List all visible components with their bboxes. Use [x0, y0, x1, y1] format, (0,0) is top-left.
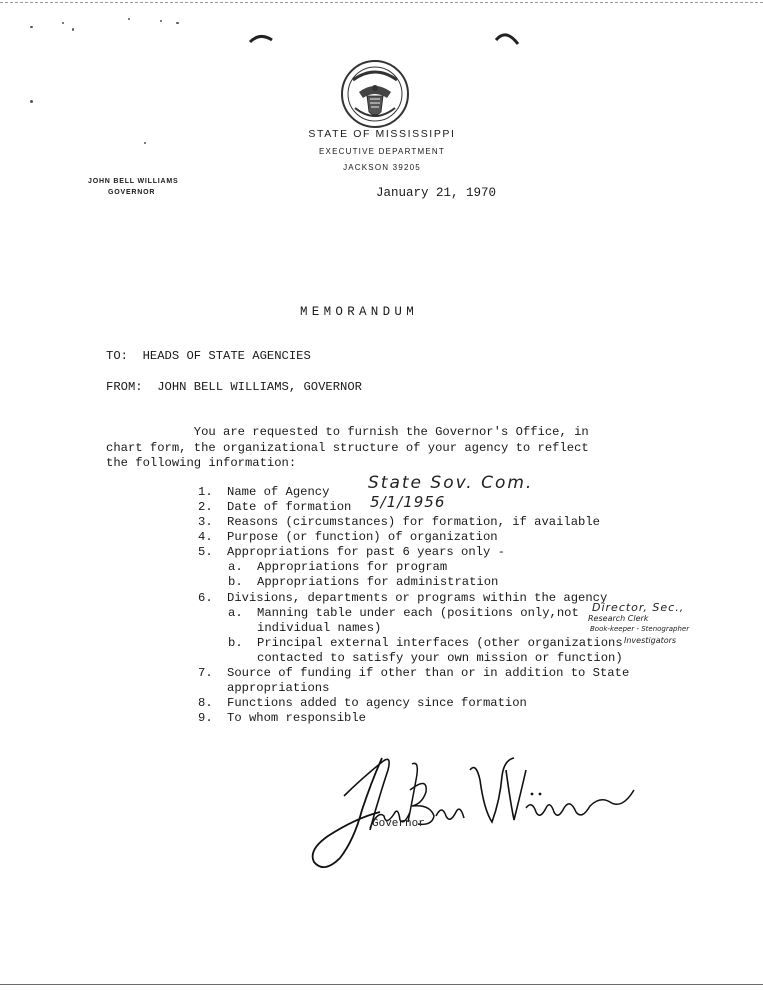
hole-punch-mark: [494, 30, 520, 46]
intro-line: You are requested to furnish the Governor's Office, in: [106, 425, 589, 439]
list-item: Principal external interfaces (other organizations: [257, 636, 623, 650]
handwritten-positions: Research Clerk: [588, 614, 649, 623]
list-subletter: b.: [228, 636, 243, 650]
letterhead-state: STATE OF MISSISSIPPI: [308, 128, 456, 140]
list-item: Source of funding if other than or in addition to State: [227, 666, 630, 680]
list-subletter: a.: [228, 560, 243, 574]
list-number: 9.: [198, 711, 213, 725]
list-number: 3.: [198, 515, 213, 529]
letterhead-city: JACKSON 39205: [343, 163, 421, 172]
list-item: Name of Agency: [227, 485, 330, 499]
list-item: Functions added to agency since formation: [227, 696, 527, 710]
handwritten-agency-name: State Sov. Com.: [368, 473, 534, 493]
handwritten-formation-date: 5/1/1956: [370, 493, 446, 511]
list-item: appropriations: [227, 681, 330, 695]
list-subletter: a.: [228, 606, 243, 620]
handwritten-positions: Director, Sec.,: [592, 601, 685, 614]
list-number: 5.: [198, 545, 213, 559]
memo-title: MEMORANDUM: [300, 305, 419, 319]
list-item: Divisions, departments or programs within the agency: [227, 591, 608, 605]
scan-speck: [144, 142, 146, 144]
list-item: Manning table under each (positions only,not: [257, 606, 579, 620]
governor-name: JOHN BELL WILLIAMS: [88, 178, 179, 185]
letterhead-department: EXECUTIVE DEPARTMENT: [319, 147, 445, 156]
governor-signature: [300, 740, 640, 880]
scan-speck: [72, 28, 74, 31]
intro-line: the following information:: [106, 456, 297, 470]
list-item: contacted to satisfy your own mission or function): [257, 651, 623, 665]
list-item: individual names): [257, 621, 382, 635]
scan-speck: [30, 26, 33, 28]
list-item: Purpose (or function) of organization: [227, 530, 498, 544]
list-subletter: b.: [228, 575, 243, 589]
list-item: Appropriations for program: [257, 560, 448, 574]
list-item: To whom responsible: [227, 711, 366, 725]
list-number: 6.: [198, 591, 213, 605]
scan-speck: [176, 22, 179, 24]
memo-date: January 21, 1970: [376, 186, 497, 200]
list-item: Date of formation: [227, 500, 352, 514]
top-border: [0, 2, 763, 3]
list-number: 1.: [198, 485, 213, 499]
memo-from: FROM: JOHN BELL WILLIAMS, GOVERNOR: [106, 380, 362, 394]
handwritten-positions: Investigators: [624, 636, 677, 645]
scan-speck: [128, 18, 130, 20]
governor-title: GOVERNOR: [108, 189, 156, 196]
scan-speck: [62, 22, 64, 24]
list-number: 8.: [198, 696, 213, 710]
memo-to: TO: HEADS OF STATE AGENCIES: [106, 349, 311, 363]
list-item: Appropriations for administration: [257, 575, 499, 589]
intro-line: chart form, the organizational structure of your agency to reflect: [106, 441, 589, 455]
scan-speck: [30, 100, 33, 103]
state-seal-icon: [339, 58, 411, 130]
list-item: Appropriations for past 6 years only -: [227, 545, 505, 559]
signature-label: Governor: [372, 818, 425, 830]
hole-punch-mark: [248, 30, 274, 44]
list-number: 7.: [198, 666, 213, 680]
handwritten-positions: Book-keeper - Stenographer: [590, 625, 690, 633]
list-number: 4.: [198, 530, 213, 544]
list-item: Reasons (circumstances) for formation, if available: [227, 515, 600, 529]
bottom-border: [0, 984, 763, 985]
scan-speck: [160, 20, 162, 22]
list-number: 2.: [198, 500, 213, 514]
